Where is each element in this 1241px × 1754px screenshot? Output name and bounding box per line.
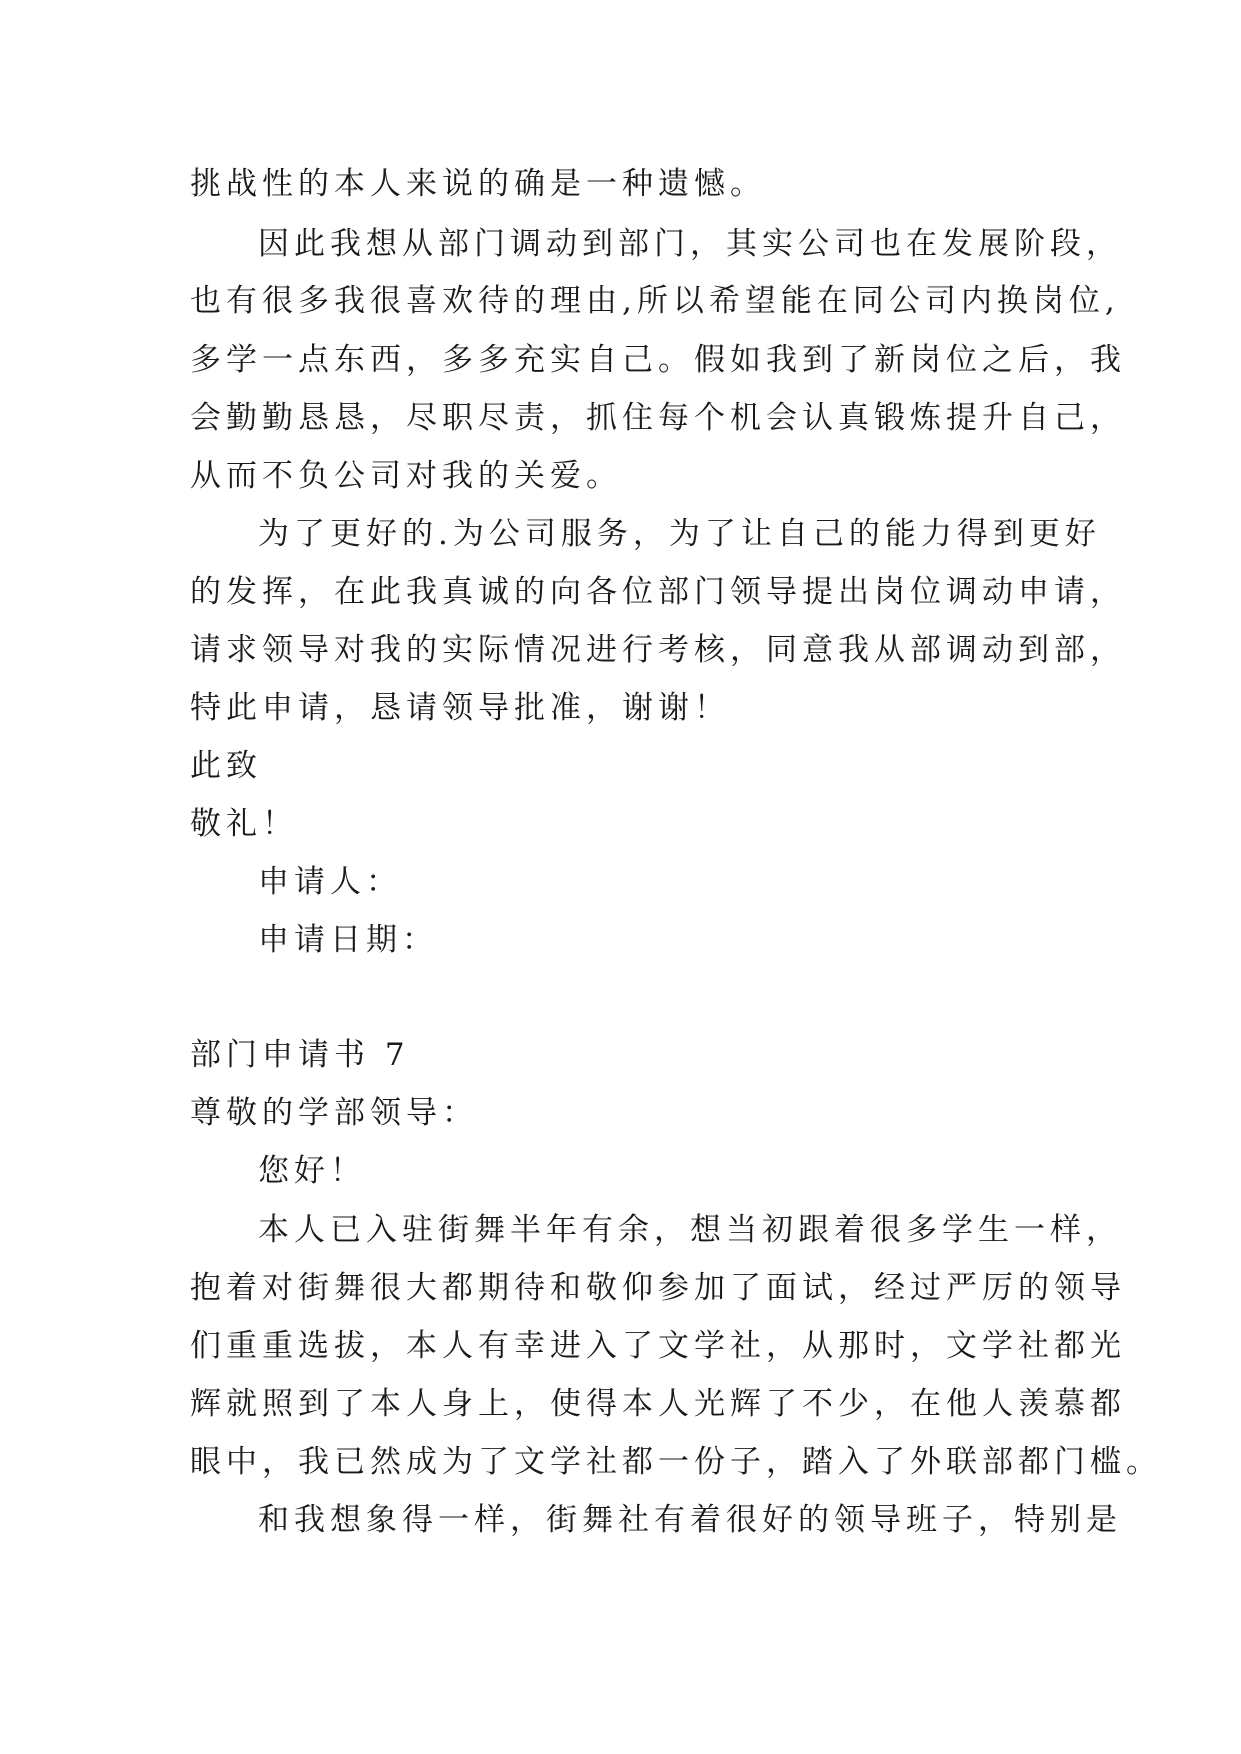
closing-line: 此致 (190, 748, 262, 784)
body-line: 多学一点东西，多多充实自己。假如我到了新岗位之后，我 (190, 342, 1126, 378)
paragraph-first-line: 因此我想从部门调动到部门，其实公司也在发展阶段， (258, 226, 1122, 262)
application-date-label: 申请日期： (258, 922, 438, 958)
body-line: 从而不负公司对我的关爱。 (190, 458, 622, 494)
paragraph-first-line: 和我想象得一样，街舞社有着很好的领导班子，特别是 (258, 1502, 1122, 1538)
greeting-recipient: 尊敬的学部领导： (190, 1095, 478, 1131)
applicant-label: 申请人： (258, 864, 402, 900)
salutation-line: 敬礼！ (190, 806, 298, 842)
body-line: 眼中，我已然成为了文学社都一份子，踏入了外联部都门槛。 (190, 1444, 1162, 1480)
body-line: 也有很多我很喜欢待的理由,所以希望能在同公司内换岗位, (190, 283, 1120, 319)
greeting-line: 您好！ (258, 1153, 366, 1189)
body-line: 会勤勤恳恳，尽职尽责，抓住每个机会认真锻炼提升自己， (190, 400, 1126, 436)
body-line: 的发挥，在此我真诚的向各位部门领导提出岗位调动申请， (190, 574, 1126, 610)
body-line: 特此申请，恳请领导批准，谢谢！ (190, 690, 730, 726)
body-line: 挑战性的本人来说的确是一种遗憾。 (190, 166, 766, 202)
body-line: 们重重选拔，本人有幸进入了文学社，从那时，文学社都光 (190, 1328, 1126, 1364)
body-line: 辉就照到了本人身上，使得本人光辉了不少，在他人羡慕都 (190, 1386, 1126, 1422)
section-heading: 部门申请书 7 (190, 1037, 410, 1073)
paragraph-first-line: 本人已入驻街舞半年有余，想当初跟着很多学生一样， (258, 1212, 1122, 1248)
paragraph-first-line: 为了更好的.为公司服务，为了让自己的能力得到更好 (258, 516, 1101, 552)
body-line: 抱着对街舞很大都期待和敬仰参加了面试，经过严厉的领导 (190, 1270, 1126, 1306)
body-line: 请求领导对我的实际情况进行考核，同意我从部调动到部， (190, 632, 1126, 668)
